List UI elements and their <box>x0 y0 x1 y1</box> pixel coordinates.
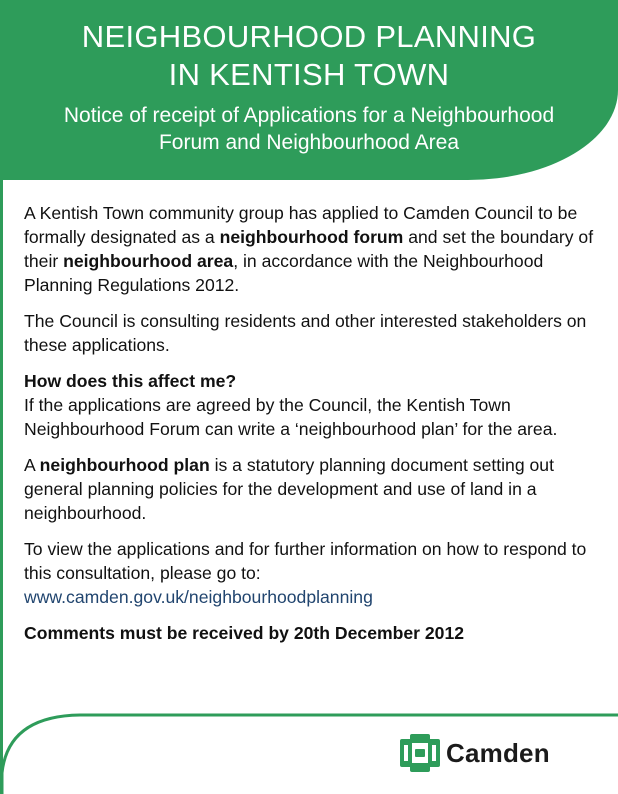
paragraph-more-info <box>24 537 604 609</box>
page-subtitle <box>0 102 618 156</box>
plan-term: neighbourhood plan <box>39 455 210 475</box>
paragraph-application-text-a: A Kentish Town community group has applied to Camden Council to be formally designated as a <box>24 203 578 247</box>
faq-answer: If the applications are agreed by the Council, the Kentish Town Neighbourhood Forum can write a ‘neighbourhood plan’ for the area. <box>24 395 558 439</box>
camden-logo-icon <box>398 733 442 773</box>
forum-term: neighbourhood forum <box>219 227 404 247</box>
camden-logo <box>398 733 550 773</box>
deadline-notice: Comments must be received by 20th December 2012 <box>24 623 465 643</box>
paragraph-application <box>24 201 604 297</box>
faq-section <box>24 369 604 441</box>
more-info-text: To view the applications and for further information on how to respond to this consultation, please go to: <box>24 539 587 583</box>
left-border-strip <box>0 180 3 794</box>
page-title <box>0 18 618 94</box>
paragraph-plan-definition <box>24 453 604 525</box>
subtitle-line-1: Notice of receipt of Applications for a Neighbourhood <box>63 104 555 127</box>
plan-text-a: A <box>24 455 40 475</box>
paragraph-application-text-c: and set the boundary of their <box>24 227 594 271</box>
paragraph-consultation: The Council is consulting residents and other interested stakeholders on these applications. <box>24 311 587 355</box>
camden-logo-text: Camden <box>446 737 550 768</box>
area-term: neighbourhood area <box>63 251 234 271</box>
header-banner <box>0 0 618 180</box>
subtitle-line-2: Forum and Neighbourhood Area <box>158 131 460 154</box>
title-line-2: IN KENTISH TOWN <box>168 57 450 92</box>
faq-heading: How does this affect me? <box>24 371 237 391</box>
plan-text-c: is a statutory planning document setting out general planning policies for the development and use of land in a neighbourhood. <box>24 455 554 523</box>
paragraph-application-text-d: , in accordance with the Neighbourhood Planning Regulations 2012. <box>24 251 544 295</box>
notice-body <box>24 201 604 657</box>
camden-planning-link[interactable]: www.camden.gov.uk/neighbourhoodplanning <box>24 587 373 607</box>
title-line-1: NEIGHBOURHOOD PLANNING <box>81 19 537 54</box>
